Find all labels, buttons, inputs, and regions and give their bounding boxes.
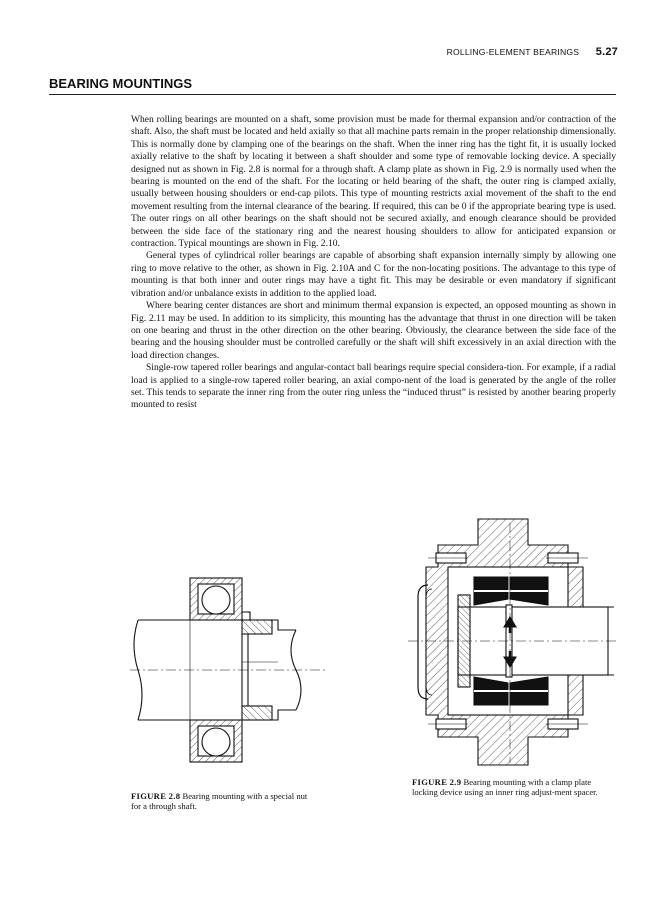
- figure-2-9-drawing: [408, 515, 616, 770]
- figure-2-9-caption-text: Bearing mounting with a clamp plate locking device using an inner ring adjust-ment spacer.: [412, 777, 598, 798]
- figure-2-8-caption-text: Bearing mounting with a special nut for a through shaft.: [131, 791, 308, 812]
- paragraph-2: General types of cylindrical roller bearings are capable of absorbing shaft expansion internally simply by allowing one ring to move relative to the other, as shown in Fig. 2.10A and C for the non-locating positions. The advantage to this type of mounting is that both inner and outer rings may have a tight fit. This may be desirable or even mandatory if significant vibration and/or unbalance exists in addition to the applied load.: [131, 250, 616, 299]
- body-text: [131, 114, 616, 412]
- title-rule: [49, 94, 616, 95]
- figure-2-9-caption: [412, 777, 616, 797]
- running-title: ROLLING-ELEMENT BEARINGS: [446, 47, 580, 57]
- page-number: 5.27: [595, 46, 618, 58]
- figure-2-8-label: FIGURE 2.8: [131, 791, 181, 801]
- figure-2-8-caption: [131, 791, 311, 811]
- paragraph-3: Where bearing center distances are short and minimum thermal expansion is expected, an opposed mounting as shown in Fig. 2.11 may be used. In addition to its simplicity, this mounting has the advantage that thrust in one direction will be taken on one bearing and thrust in the other direction on the other bearing. Obviously, the clearance between the side face of the bearing and the housing shoulder must be controlled carefully or the shaft will shift excessively in an axial direction with the load direction changes.: [131, 300, 616, 361]
- figure-2-9-label: FIGURE 2.9: [412, 777, 462, 787]
- running-head: [447, 46, 618, 58]
- figure-2-8-drawing: [128, 570, 328, 780]
- paragraph-4: Single-row tapered roller bearings and angular-contact ball bearings require special considera-tion. For example, if a radial load is applied to a single-row tapered roller bearing, an axial compo-nent of the load is generated by the angle of the roller set. This tends to separate the inner ring from the outer ring unless the “induced thrust” is resisted by another bearing properly mounted to resist: [131, 362, 616, 411]
- paragraph-1: When rolling bearings are mounted on a shaft, some provision must be made for thermal expansion and/or contraction of the shaft. Also, the shaft must be located and held axially so that all machine parts remain in the proper relationship dimensionally. This is normally done by clamping one of the bearings on the shaft. When the inner ring has the tight fit, it is usually locked axially relative to the shaft by locating it between a shaft shoulder and some type of removable locking device. A specially designed nut as shown in Fig. 2.8 is normal for a through shaft. A clamp plate as shown in Fig. 2.9 is normally used when the bearing is mounted on the end of the shaft. For the locating or held bearing of the shaft, the outer ring is clamped axially, usually between housing shoulders or end-cap pilots. This type of mounting restricts axial movement of the shaft to the end movement resulting from the internal clearance of the bearing. If required, this can be 0 if the appropriate bearing type is used. The outer rings on all other bearings on the shaft should not be secured axially, and enough clearance should be provided between the side face of the stationary ring and the nearest housing shoulders to allow for anticipated expansion or contraction. Typical mountings are shown in Fig. 2.10.: [131, 114, 616, 250]
- section-title: BEARING MOUNTINGS: [49, 76, 192, 91]
